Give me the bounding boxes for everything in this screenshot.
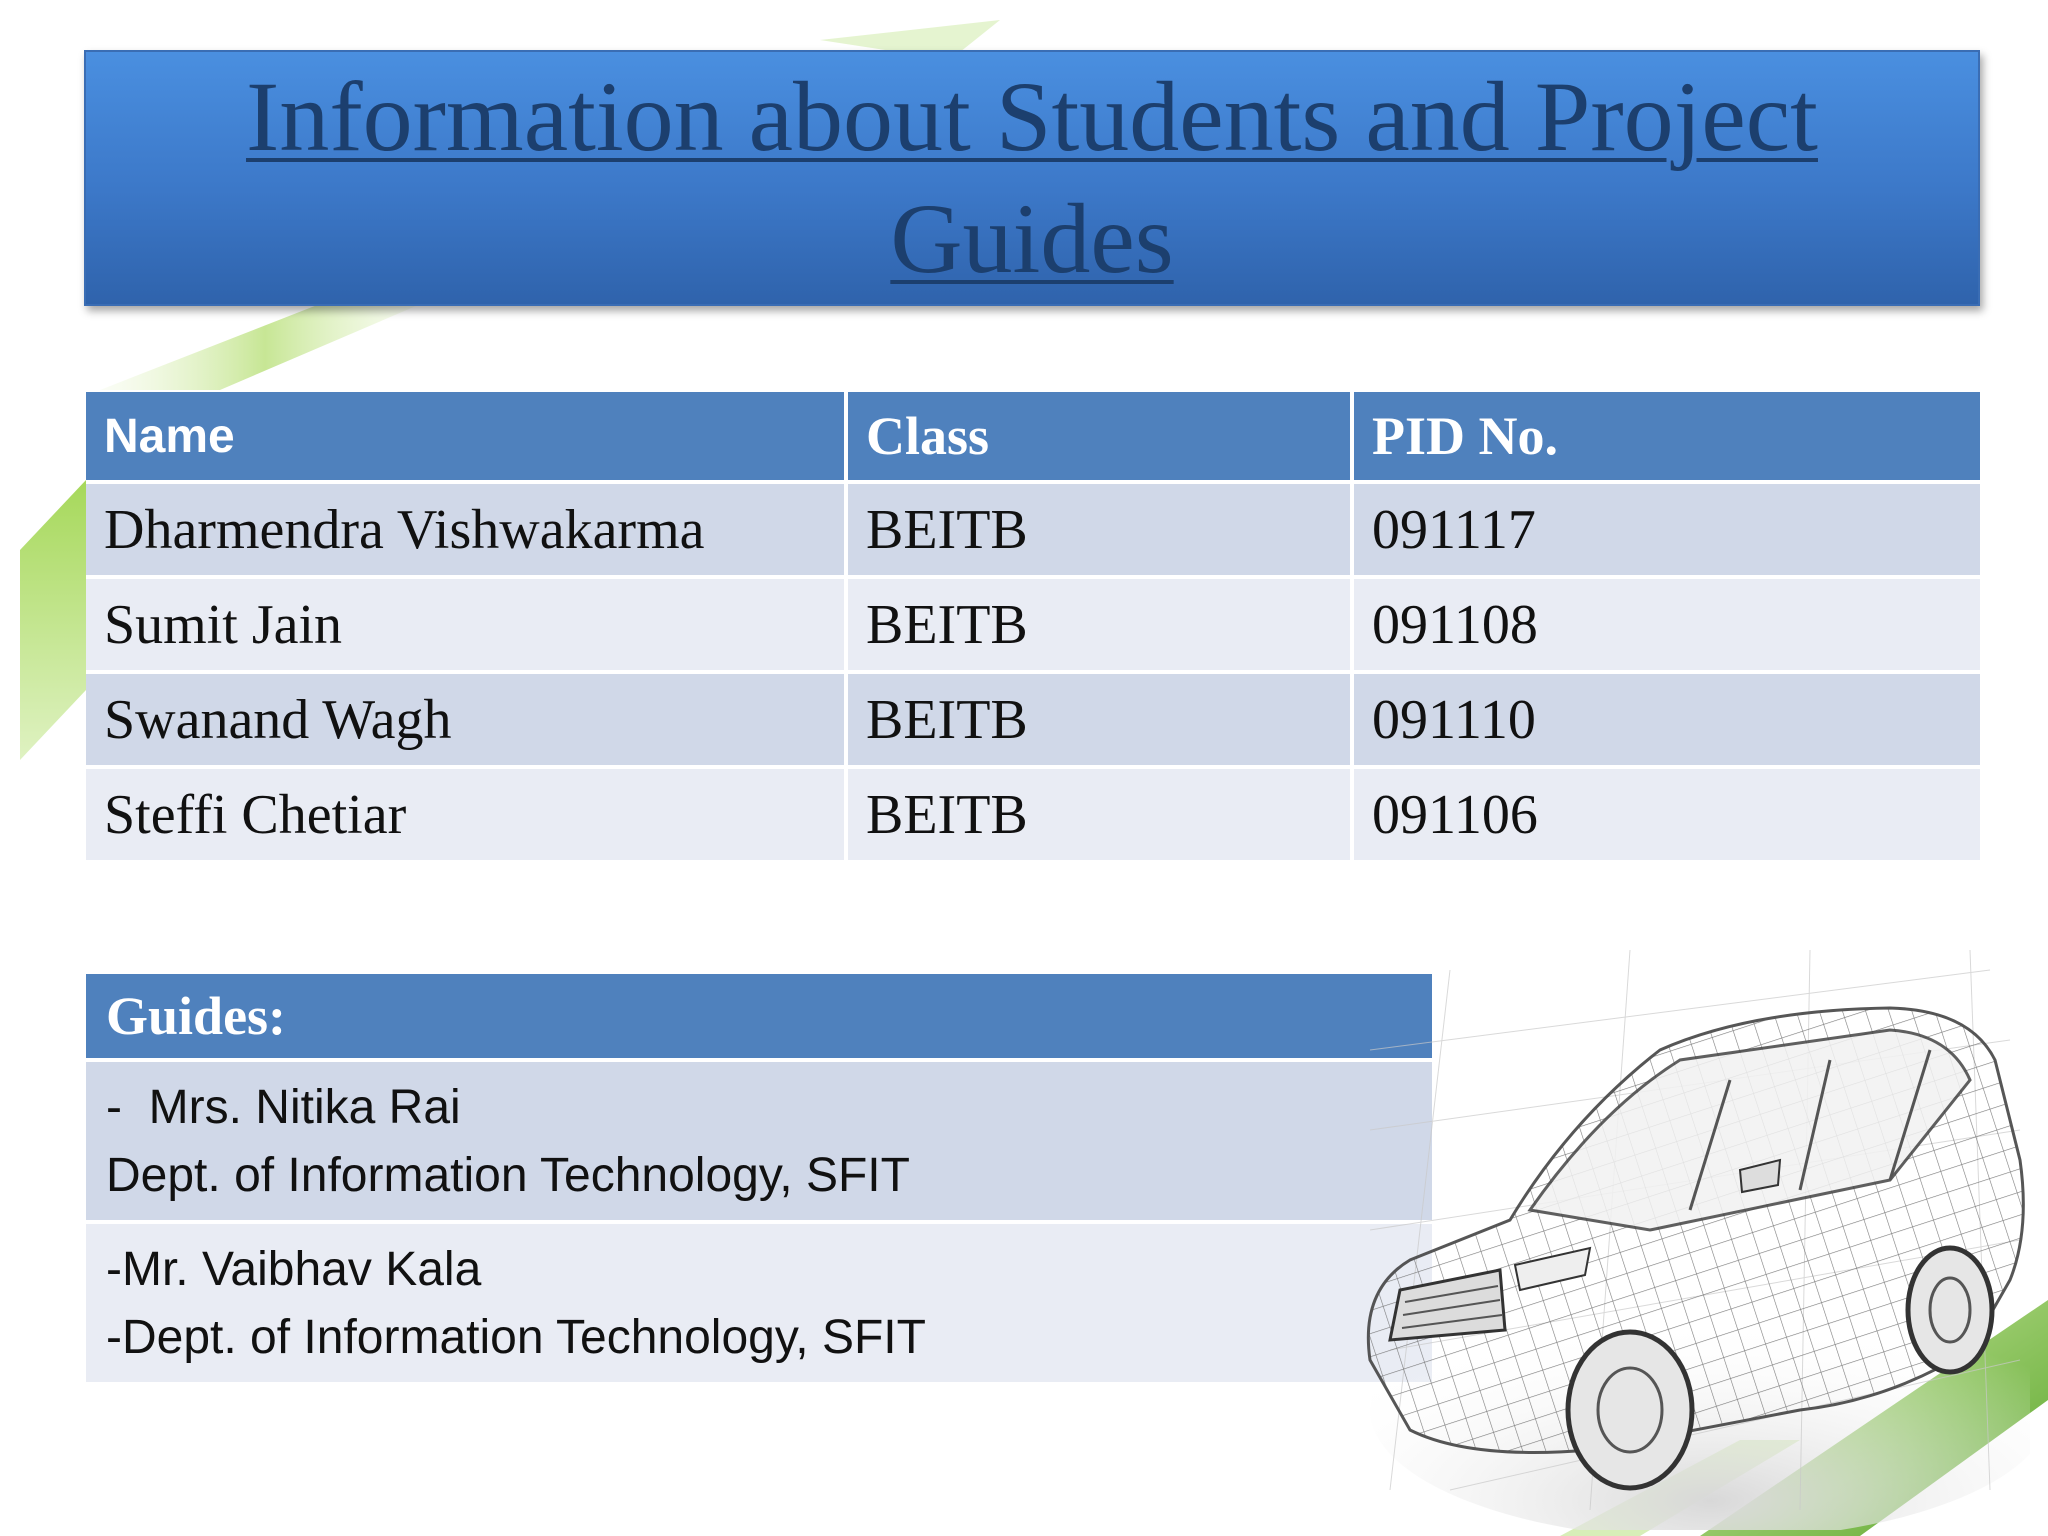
table-row <box>86 484 1980 579</box>
column-header-pid: PID No. <box>1354 392 1980 484</box>
guides-header: Guides: <box>86 974 1432 1062</box>
student-pid-cell: 091108 <box>1354 579 1980 674</box>
student-class-cell: BEITB <box>848 484 1354 579</box>
student-pid-cell: 091117 <box>1354 484 1980 579</box>
student-name-cell: Steffi Chetiar <box>86 769 848 864</box>
guide-name: - Mrs. Nitika Rai <box>106 1081 461 1134</box>
page-title: Information about Students and Project Guides <box>246 61 1818 294</box>
student-class-cell: BEITB <box>848 579 1354 674</box>
table-header-row <box>86 392 1980 484</box>
student-name-cell: Dharmendra Vishwakarma <box>86 484 848 579</box>
table-row <box>86 579 1980 674</box>
student-name-cell: Swanand Wagh <box>86 674 848 769</box>
guides-table <box>86 974 1432 1382</box>
car-wireframe-illustration <box>1330 930 2030 1530</box>
column-header-class: Class <box>848 392 1354 484</box>
table-row <box>86 769 1980 864</box>
guide-department: Dept. of Information Technology, SFIT <box>106 1149 910 1202</box>
guide-entry <box>86 1224 1432 1382</box>
guide-department: -Dept. of Information Technology, SFIT <box>106 1311 926 1364</box>
table-row <box>86 674 1980 769</box>
student-class-cell: BEITB <box>848 674 1354 769</box>
students-table <box>86 392 1980 864</box>
guide-entry <box>86 1062 1432 1224</box>
title-banner <box>84 50 1980 306</box>
student-class-cell: BEITB <box>848 769 1354 864</box>
guide-name: -Mr. Vaibhav Kala <box>106 1243 482 1296</box>
student-name-cell: Sumit Jain <box>86 579 848 674</box>
student-pid-cell: 091110 <box>1354 674 1980 769</box>
student-pid-cell: 091106 <box>1354 769 1980 864</box>
column-header-name: Name <box>86 392 848 484</box>
